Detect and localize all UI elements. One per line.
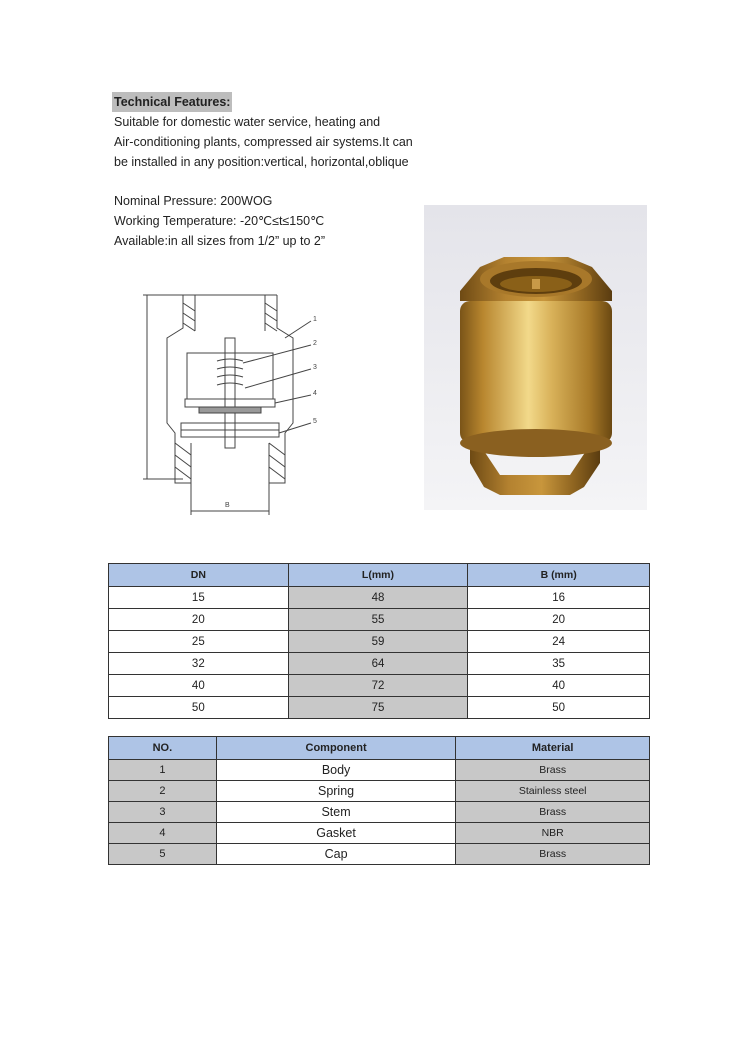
table-row [109, 697, 650, 719]
no-cell: 2 [109, 781, 217, 802]
dn-cell: 20 [109, 609, 289, 631]
dn-cell: 15 [109, 587, 289, 609]
l-cell: 72 [288, 675, 468, 697]
feature-line: Air-conditioning plants, compressed air systems.It can [114, 135, 413, 149]
b-cell: 50 [468, 697, 650, 719]
dn-cell: 32 [109, 653, 289, 675]
b-cell: 40 [468, 675, 650, 697]
table-row [109, 823, 650, 844]
table-row [109, 760, 650, 781]
callout-2: 2 [313, 340, 317, 347]
material-cell: Brass [456, 760, 650, 781]
b-cell: 16 [468, 587, 650, 609]
feature-line: Suitable for domestic water service, heating and [114, 115, 381, 129]
l-cell: 55 [288, 609, 468, 631]
header-material: Material [456, 737, 650, 760]
component-cell: Stem [216, 802, 456, 823]
nominal-pressure: Nominal Pressure: 200WOG [114, 194, 273, 208]
header-b: B (mm) [468, 564, 650, 587]
table-row [109, 653, 650, 675]
table-row [109, 631, 650, 653]
table-row [109, 844, 650, 865]
no-cell: 1 [109, 760, 217, 781]
l-cell: 75 [288, 697, 468, 719]
dn-cell: 50 [109, 697, 289, 719]
l-cell: 48 [288, 587, 468, 609]
component-cell: Gasket [216, 823, 456, 844]
features-heading: Technical Features: [112, 92, 232, 112]
header-no: NO. [109, 737, 217, 760]
table-row [109, 587, 650, 609]
brass-valve-photo [424, 205, 647, 510]
material-cell: Stainless steel [456, 781, 650, 802]
callout-4: 4 [313, 390, 317, 397]
feature-line: be installed in any position:vertical, horizontal,oblique [114, 155, 409, 169]
material-cell: Brass [456, 802, 650, 823]
no-cell: 4 [109, 823, 217, 844]
b-cell: 24 [468, 631, 650, 653]
callout-1: 1 [313, 316, 317, 323]
material-cell: Brass [456, 844, 650, 865]
table-row [109, 609, 650, 631]
dn-cell: 25 [109, 631, 289, 653]
available-sizes: Available:in all sizes from 1/2” up to 2” [114, 234, 325, 248]
sizes-table [108, 563, 650, 719]
b-cell: 20 [468, 609, 650, 631]
header-l: L(mm) [288, 564, 468, 587]
technical-features [114, 92, 474, 251]
table-row [109, 802, 650, 823]
no-cell: 3 [109, 802, 217, 823]
dn-cell: 40 [109, 675, 289, 697]
header-component: Component [216, 737, 456, 760]
b-cell: 35 [468, 653, 650, 675]
l-cell: 59 [288, 631, 468, 653]
table-row [109, 781, 650, 802]
dimension-b-label: B [225, 502, 230, 509]
material-cell: NBR [456, 823, 650, 844]
component-cell: Cap [216, 844, 456, 865]
l-cell: 64 [288, 653, 468, 675]
valve-section-drawing [125, 283, 345, 523]
table-row [109, 675, 650, 697]
component-cell: Body [216, 760, 456, 781]
parts-table [108, 736, 650, 865]
component-cell: Spring [216, 781, 456, 802]
callout-5: 5 [313, 418, 317, 425]
callout-3: 3 [313, 364, 317, 371]
no-cell: 5 [109, 844, 217, 865]
working-temperature: Working Temperature: -20℃≤t≤150℃ [114, 214, 325, 228]
header-dn: DN [109, 564, 289, 587]
